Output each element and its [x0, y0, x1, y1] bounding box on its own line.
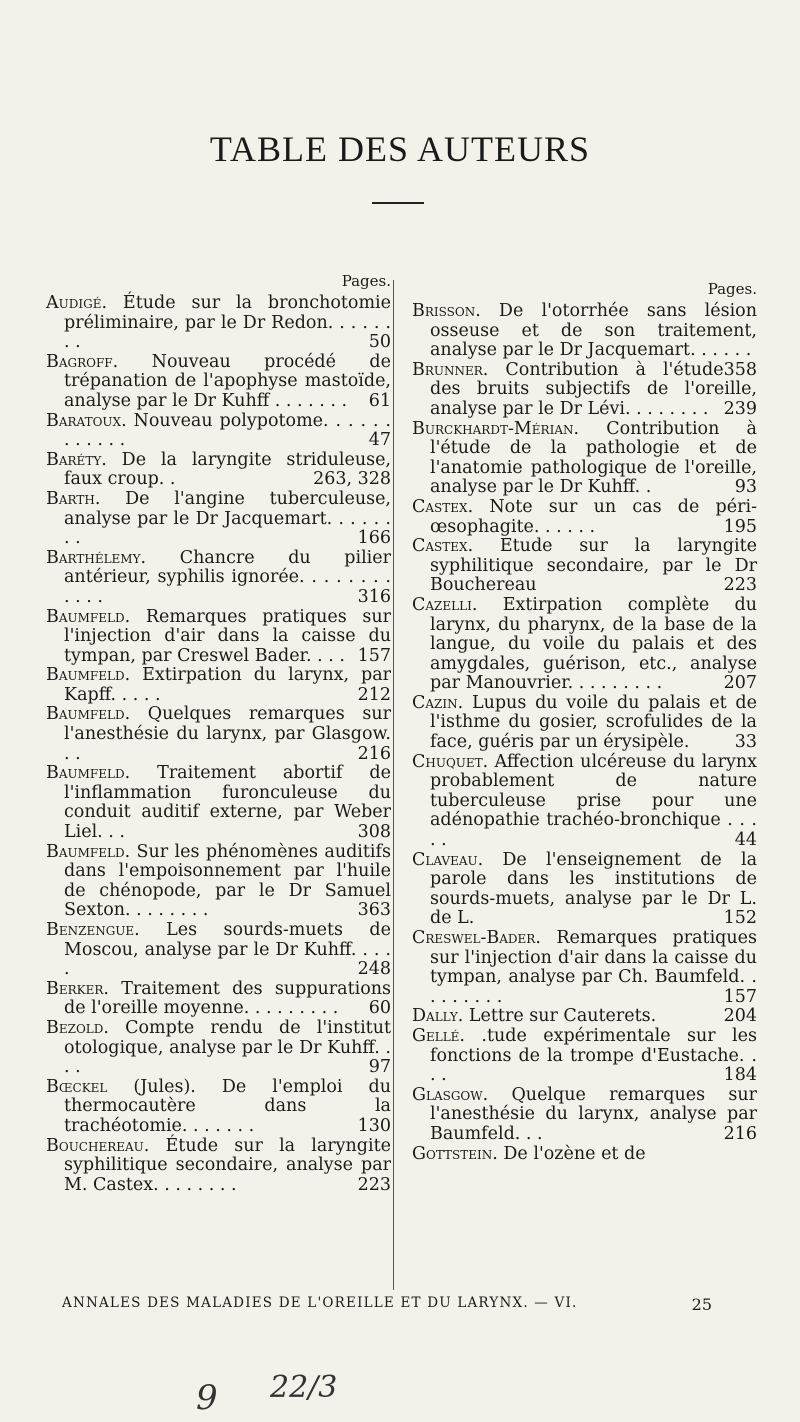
page-reference: 93: [734, 477, 757, 498]
entry-description: Etude sur la laryngite syphilitique secondaire, par le Dr Bouchereau: [430, 536, 757, 596]
pages-heading-right: Pages.: [707, 280, 757, 298]
author-entry: [46, 549, 391, 608]
entry-description: .tude expérimentale sur les fonctions de la trompe d'Eustache. . . .: [430, 1025, 757, 1086]
page-reference: 248: [357, 959, 391, 980]
author-name: Baumfeld.: [46, 606, 131, 627]
author-name: Cazelli.: [412, 594, 478, 615]
entry-description: Chancre du pilier antérieur, syphilis ignorée. . . . . . . . . . . .: [64, 547, 391, 607]
entry-description: Étude sur la bronchotomie préliminaire, par le Dr Redon. . . . . . . .: [64, 293, 391, 353]
author-entry: [46, 490, 391, 549]
author-entry: [412, 1007, 757, 1027]
handwritten-mark: 22/3: [270, 1370, 338, 1405]
page-reference: 204: [723, 1006, 757, 1027]
author-name: Glasgow.: [412, 1084, 489, 1105]
page-reference: 50: [368, 332, 391, 353]
running-footer: [62, 1295, 712, 1314]
page-reference: 358: [723, 359, 757, 380]
entry-description: Nouveau procédé de trépanation de l'apophyse mastoïde, analyse par le Dr Kuhff . . . . . . .: [64, 351, 391, 411]
page-reference: 33: [734, 732, 757, 753]
author-name: Berker.: [46, 978, 109, 999]
left-entry-list: [46, 294, 391, 1195]
entry-description: Contribution à l'étude des bruits subjectifs de l'oreille, analyse par le Dr Lévi. . . . . . . .: [430, 359, 757, 419]
author-entry: [412, 694, 757, 753]
entry-description: Lupus du voile du palais et de l'isthme du gosier, scrofulides de la face, guéris par un érysipèle.: [430, 692, 757, 753]
right-column: [412, 276, 757, 1164]
page-reference: 195: [723, 516, 757, 537]
entry-description: Quelque remarques sur l'anesthésie du larynx, analyse par Baumfeld. . .: [430, 1084, 757, 1144]
page-reference: 212: [357, 684, 391, 705]
page-reference: 97: [368, 1057, 391, 1078]
entry-description: Contribution à l'étude de la pathologie et de l'anatomie pathologique de l'oreille, analyse par le Dr Kuhff. .: [430, 418, 757, 498]
author-entry: [46, 1019, 391, 1078]
entry-description: De l'angine tuberculeuse, analyse par le Dr Jacquemart. . . . . . . .: [64, 488, 391, 549]
author-name: Baumfeld.: [46, 665, 131, 686]
entry-description: Les sourds-muets de Moscou, analyse par le Dr Kuhff. . . . .: [64, 920, 391, 980]
author-entry: [46, 843, 391, 921]
author-entry: [46, 451, 391, 490]
entry-description: Remarques pratiques sur l'injection d'air dans la caisse du tympan, analyse par Ch. Baumfeld. . . . . . . . .: [430, 928, 757, 1007]
author-entry: [46, 1078, 391, 1137]
entry-description: Quelques remarques sur l'anesthésie du larynx, par Glasgow. . .: [64, 704, 391, 764]
author-entry: [46, 666, 391, 705]
author-name: Baumfeld.: [46, 841, 131, 862]
page-reference: 216: [723, 1123, 757, 1144]
author-entry: [46, 1137, 391, 1196]
entry-description: De l'enseignement de la parole dans les institutions de sourds-muets, analyse par le Dr L. de L.: [430, 849, 757, 929]
author-entry: [412, 596, 757, 694]
page-reference: 130: [357, 1115, 391, 1136]
author-name: Chuquet.: [412, 751, 489, 772]
entry-description: Remarques pratiques sur l'injection d'air dans la caisse du tympan, par Creswel Bader. . . .: [64, 606, 391, 666]
author-name: Castex.: [412, 536, 474, 557]
entry-description: Extirpation complète du larynx, du pharynx, de la base de la langue, du voile du palais et des amygdales, guérison, etc., analyse par Manouvrier. . . . . . . . .: [430, 594, 757, 694]
handwritten-mark: 9: [196, 1378, 218, 1418]
page-reference: 60: [368, 998, 391, 1019]
author-entry: [46, 764, 391, 842]
author-name: Brunner.: [412, 359, 489, 380]
entry-description: Traitement des suppurations de l'oreille moyenne. . . . . . . . .: [64, 978, 391, 1019]
page-reference: 316: [357, 586, 391, 607]
author-name: Barth.: [46, 488, 101, 509]
author-entry: [46, 294, 391, 353]
author-entry: [412, 929, 757, 1007]
entry-description: Note sur un cas de péri-œsophagite. . . . . .: [430, 496, 757, 537]
entry-description: Compte rendu de l'institut otologique, analyse par le Dr Kuhff. . . .: [64, 1017, 391, 1078]
author-name: Baumfeld.: [46, 704, 131, 725]
author-name: Baratoux.: [46, 410, 127, 431]
author-entry: [46, 980, 391, 1019]
author-name: Creswel-Bader.: [412, 928, 541, 948]
author-entry: [46, 353, 391, 412]
author-entry: [412, 420, 757, 498]
author-name: Claveau.: [412, 849, 484, 870]
author-name: Bouchereau.: [46, 1135, 150, 1156]
page-reference: 207: [723, 673, 757, 694]
page-title: TABLE DES AUTEURS: [209, 129, 591, 169]
author-entry: [46, 412, 391, 451]
entry-description: De la laryngite striduleuse, faux croup. .: [64, 449, 391, 490]
entry-description: Traitement abortif de l'inflammation furonculeuse du conduit auditif externe, par Weber Liel. . .: [64, 763, 391, 843]
title-rule: [372, 202, 424, 204]
page-reference: 47: [368, 430, 391, 451]
author-name: Baréty.: [46, 449, 107, 470]
entry-description: Lettre sur Cauterets.: [463, 1006, 657, 1027]
author-name: Barthélemy.: [46, 547, 147, 568]
author-entry: [46, 705, 391, 764]
journal-title: ANNALES DES MALADIES DE L'OREILLE ET DU LARYNX. — VI.: [62, 1295, 578, 1311]
page-reference: 61: [368, 390, 391, 411]
author-entry: [412, 498, 757, 537]
right-entry-list: [412, 302, 757, 1164]
author-entry: [412, 1027, 757, 1086]
page-reference: 152: [723, 908, 757, 929]
entry-description: Affection ulcéreuse du larynx probablement de nature tuberculeuse prise pour une adénopathie trachéo-bronchique . . . . .: [430, 751, 757, 851]
author-entry: [412, 851, 757, 929]
author-entry: [46, 921, 391, 980]
author-name: Cazin.: [412, 692, 464, 713]
entry-description: Sur les phénomènes auditifs dans l'empoisonnement par l'huile de chénopode, par le Dr Samuel Sexton. . . . . . . .: [64, 841, 391, 921]
entry-description: De l'ozène et de: [497, 1143, 646, 1164]
author-name: Baumfeld.: [46, 763, 131, 784]
author-entry: [412, 1145, 757, 1165]
author-name: Gottstein.: [412, 1143, 498, 1164]
page-reference: 184: [723, 1065, 757, 1086]
page-reference: 216: [357, 743, 391, 764]
page-reference: 363: [357, 900, 391, 921]
page-reference: 239: [723, 398, 757, 419]
author-name: Dally.: [412, 1006, 464, 1027]
author-name: Burckhardt-Mérian.: [412, 418, 580, 439]
pages-heading-left: Pages.: [341, 272, 391, 290]
page-reference: 44: [734, 830, 757, 851]
author-name: Bagroff.: [46, 351, 119, 372]
page-reference: 263, 328: [313, 469, 391, 490]
author-name: Benzengue.: [46, 920, 140, 940]
author-name: Castex.: [412, 496, 474, 517]
author-name: Brisson.: [412, 301, 481, 321]
author-entry: [412, 537, 757, 596]
author-name: Bezold.: [46, 1017, 109, 1038]
author-entry: [46, 608, 391, 667]
sheet-number: 25: [691, 1295, 712, 1314]
page-reference: 166: [357, 528, 391, 549]
author-name: Bœckel: [46, 1076, 108, 1097]
page-reference: 223: [357, 1174, 391, 1195]
left-column: [46, 268, 391, 1195]
author-entry: [412, 753, 757, 851]
author-name: Gellé.: [412, 1025, 465, 1046]
page-reference: 157: [723, 986, 757, 1007]
entry-description: Extirpation du larynx, par Kapff. . . . .: [64, 665, 391, 705]
entry-description: Étude sur la laryngite syphilitique secondaire, analyse par M. Castex. . . . . . . .: [64, 1135, 391, 1195]
entry-description: De l'otorrhée sans lésion osseuse et de son traitement, analyse par le Dr Jacquemart. . . . . .: [430, 301, 757, 361]
page-reference: 308: [357, 822, 391, 843]
author-name: Audigé.: [46, 293, 108, 313]
entry-description: (Jules). De l'emploi du thermocautère dans la trachéotomie. . . . . . .: [64, 1076, 391, 1136]
column-separator: [393, 280, 394, 1290]
page-reference: 157: [357, 645, 391, 666]
page-reference: 223: [723, 575, 757, 596]
entry-description: Nouveau polypotome. . . . . . . . . . . .: [64, 410, 391, 451]
author-entry: [412, 1086, 757, 1145]
author-entry: [412, 361, 757, 420]
